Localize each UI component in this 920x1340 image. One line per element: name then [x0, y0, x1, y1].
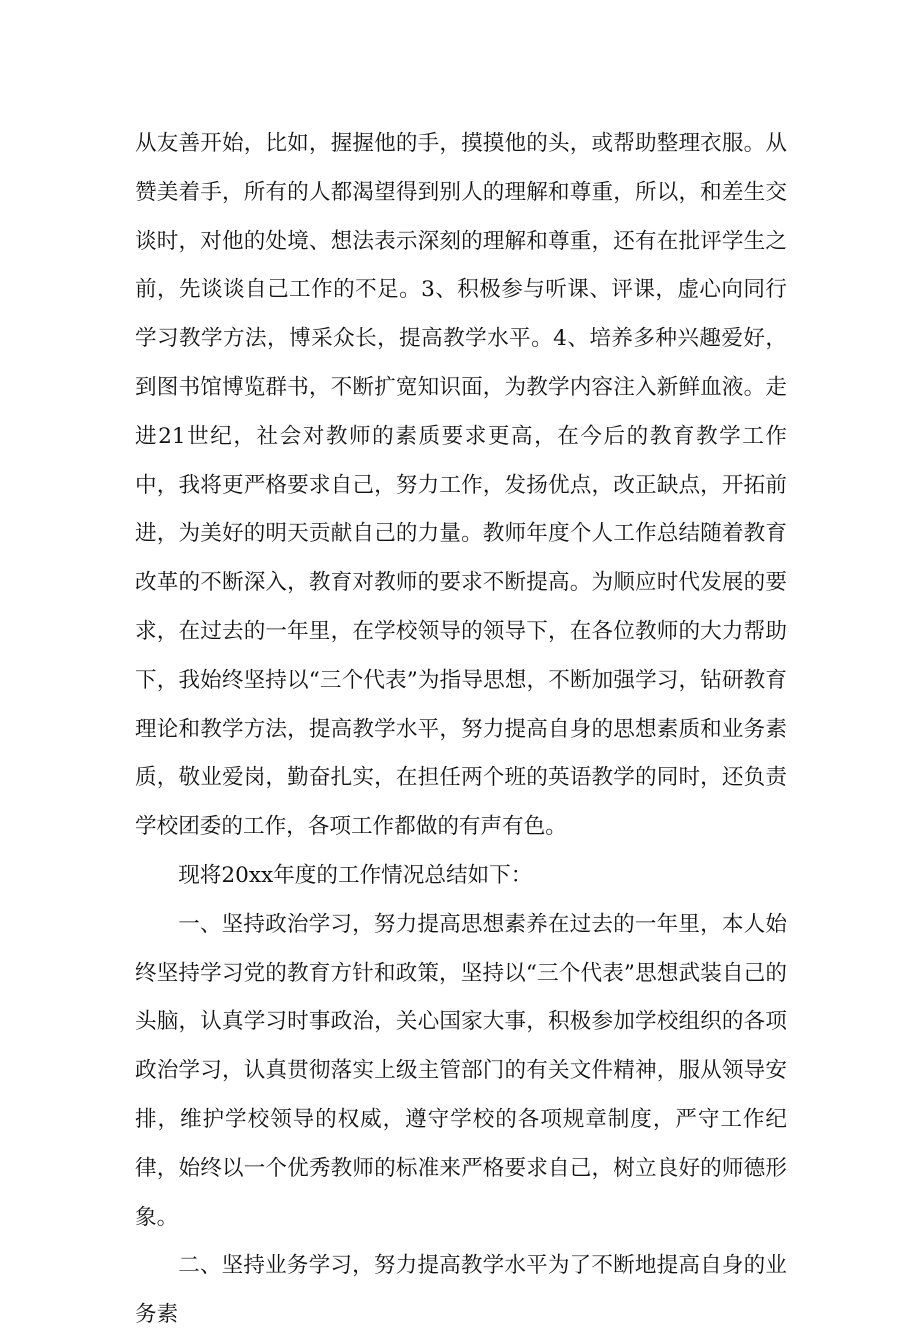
- paragraph-political-study: 一、坚持政治学习，努力提高思想素养在过去的一年里，本人始终坚持学习党的教育方针和政策，坚持以“三个代表”思想武装自己的头脑，认真学习时事政治，关心国家大事，积极参加学校组织的各项政治学习，认真贯彻落实上级主管部门的有关文件精神，服从领导安排，维护学校领导的权威，遵守学校的各项规章制度，严守工作纪律，始终以一个优秀教师的标准来严格要求自己，树立良好的师德形象。: [135, 911, 787, 1230]
- paragraph-summary-intro: 现将20xx年度的工作情况总结如下：: [178, 862, 533, 888]
- paragraph-continuation: 从友善开始，比如，握握他的手，摸摸他的头，或帮助整理衣服。从赞美着手，所有的人都渴望得到别人的理解和尊重，所以，和差生交谈时，对他的处境、想法表示深刻的理解和尊重，还有在批评学生之前，先谈谈自己工作的不足。3、积极参与听课、评课，虚心向同行学习教学方法，博采众长，提高教学水平。4、培养多种兴趣爱好，到图书馆博览群书，不断扩宽知识面，为教学内容注入新鲜血液。走进21世纪，社会对教师的素质要求更高，在今后的教育教学工作中，我将更严格要求自己，努力工作，发扬优点，改正缺点，开拓前进，为美好的明天贡献自己的力量。教师年度个人工作总结随着教育改革的不断深入，教育对教师的要求不断提高。为顺应时代发展的要求，在过去的一年里，在学校领导的领导下，在各位教师的大力帮助下，我始终坚持以“三个代表”为指导思想，不断加强学习，钻研教育理论和教学方法，提高教学水平，努力提高自身的思想素质和业务素质，敬业爱岗，勤奋扎实，在担任两个班的英语教学的同时，还负责学校团委的工作，各项工作都做的有声有色。: [135, 131, 787, 840]
- document-body: [135, 120, 787, 1340]
- paragraph-professional-study: 二、坚持业务学习，努力提高教学水平为了不断地提高自身的业务素: [135, 1253, 787, 1328]
